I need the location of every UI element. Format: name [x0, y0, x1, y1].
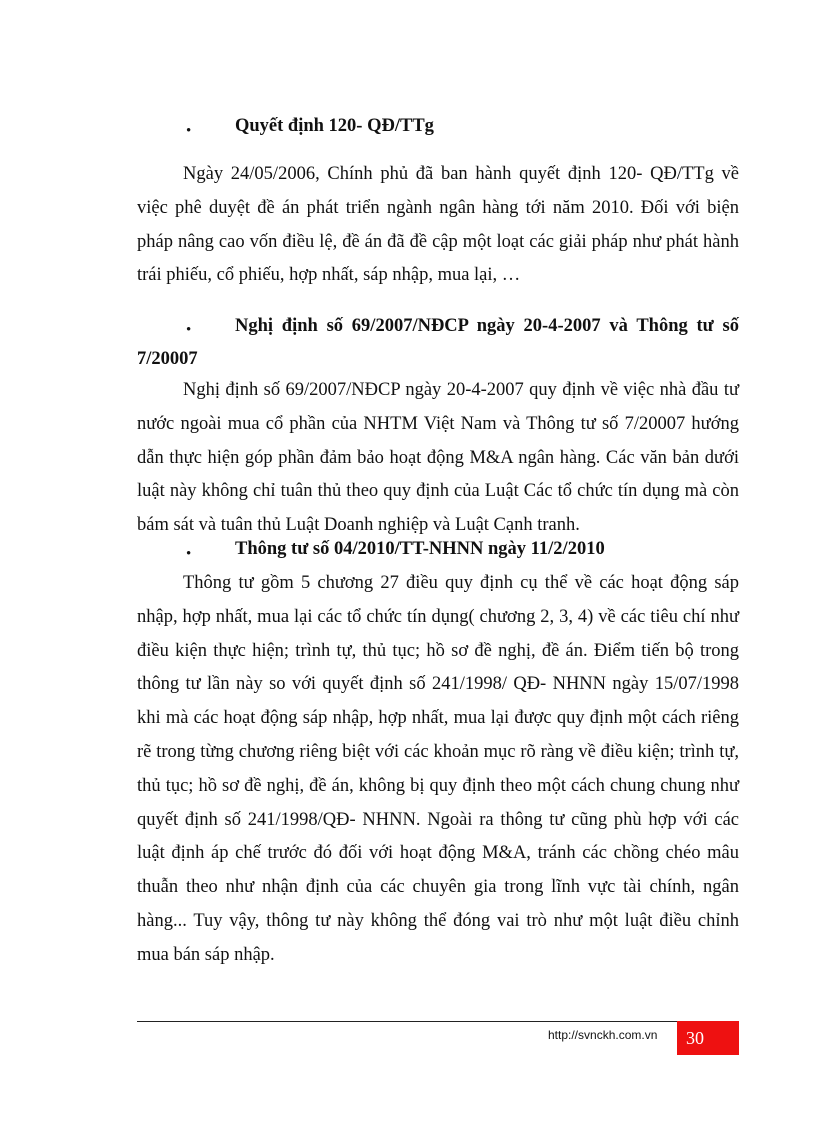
footer-url-link[interactable]: http://svnckh.com.vn — [548, 1028, 658, 1042]
section-heading-1: Quyết định 120- QĐ/TTg — [235, 116, 434, 136]
section-heading-3: Thông tư số 04/2010/TT-NHNN ngày 11/2/2010 — [235, 539, 605, 559]
section-body-1: Ngày 24/05/2006, Chính phủ đã ban hành quyết định 120- QĐ/TTg về việc phê duyệt đề án phát triển ngành ngân hàng tới năm 2010. Đối với biện pháp nâng cao vốn điều lệ, đề án đã đề cập một loạt các giải pháp như phát hành trái phiếu, cổ phiếu, hợp nhất, sáp nhập, mua lại, … — [137, 164, 739, 286]
footer-divider — [137, 1021, 739, 1022]
bullet-icon: • — [186, 546, 192, 562]
section-body-2: Nghị định số 69/2007/NĐCP ngày 20-4-2007 quy định về việc nhà đầu tư nước ngoài mua cổ phần của NHTM Việt Nam và Thông tư số 7/20007 hướng dẫn thực hiện góp phần đảm bảo hoạt động M&A ngân hàng. Các văn bản dưới luật này không chỉ tuân thủ theo quy định của Luật Các tổ chức tín dụng mà còn bám sát và tuân thủ Luật Doanh nghiệp và Luật Cạnh tranh. — [137, 380, 739, 536]
page-number-badge: 30 — [677, 1021, 739, 1055]
section-body-3: Thông tư gồm 5 chương 27 điều quy định cụ thể về các hoạt động sáp nhập, hợp nhất, mua lại các tổ chức tín dụng( chương 2, 3, 4) về các tiêu chí như điều kiện thực hiện; trình tự, thủ tục; hồ sơ đề nghị, đề án. Điểm tiến bộ trong thông tư lần này so với quyết định số 241/1998/ QĐ- NHNN ngày 15/07/1998 khi mà các hoạt động sáp nhập, hợp nhất, mua lại được quy định một cách riêng rẽ trong từng chương riêng biệt với các khoản mục rõ ràng về điều kiện; trình tự, thủ tục; hồ sơ đề nghị, đề án, không bị quy định theo một cách chung chung như quyết định số 241/1998/QĐ- NHNN. Ngoài ra thông tư cũng phù hợp với các luật định áp chế trước đó đối với hoạt động M&A, tránh các chồng chéo mâu thuẫn theo như nhận định của các chuyên gia trong lĩnh vực tài chính, ngân hàng... Tuy vậy, thông tư này không thể đóng vai trò như một luật điều chỉnh mua bán sáp nhập. — [137, 573, 739, 965]
bullet-icon: • — [186, 123, 192, 139]
bullet-icon: • — [186, 322, 192, 338]
section-heading-2: Nghị định số 69/2007/NĐCP ngày 20-4-2007 và Thông tư số 7/20007 — [137, 316, 739, 369]
